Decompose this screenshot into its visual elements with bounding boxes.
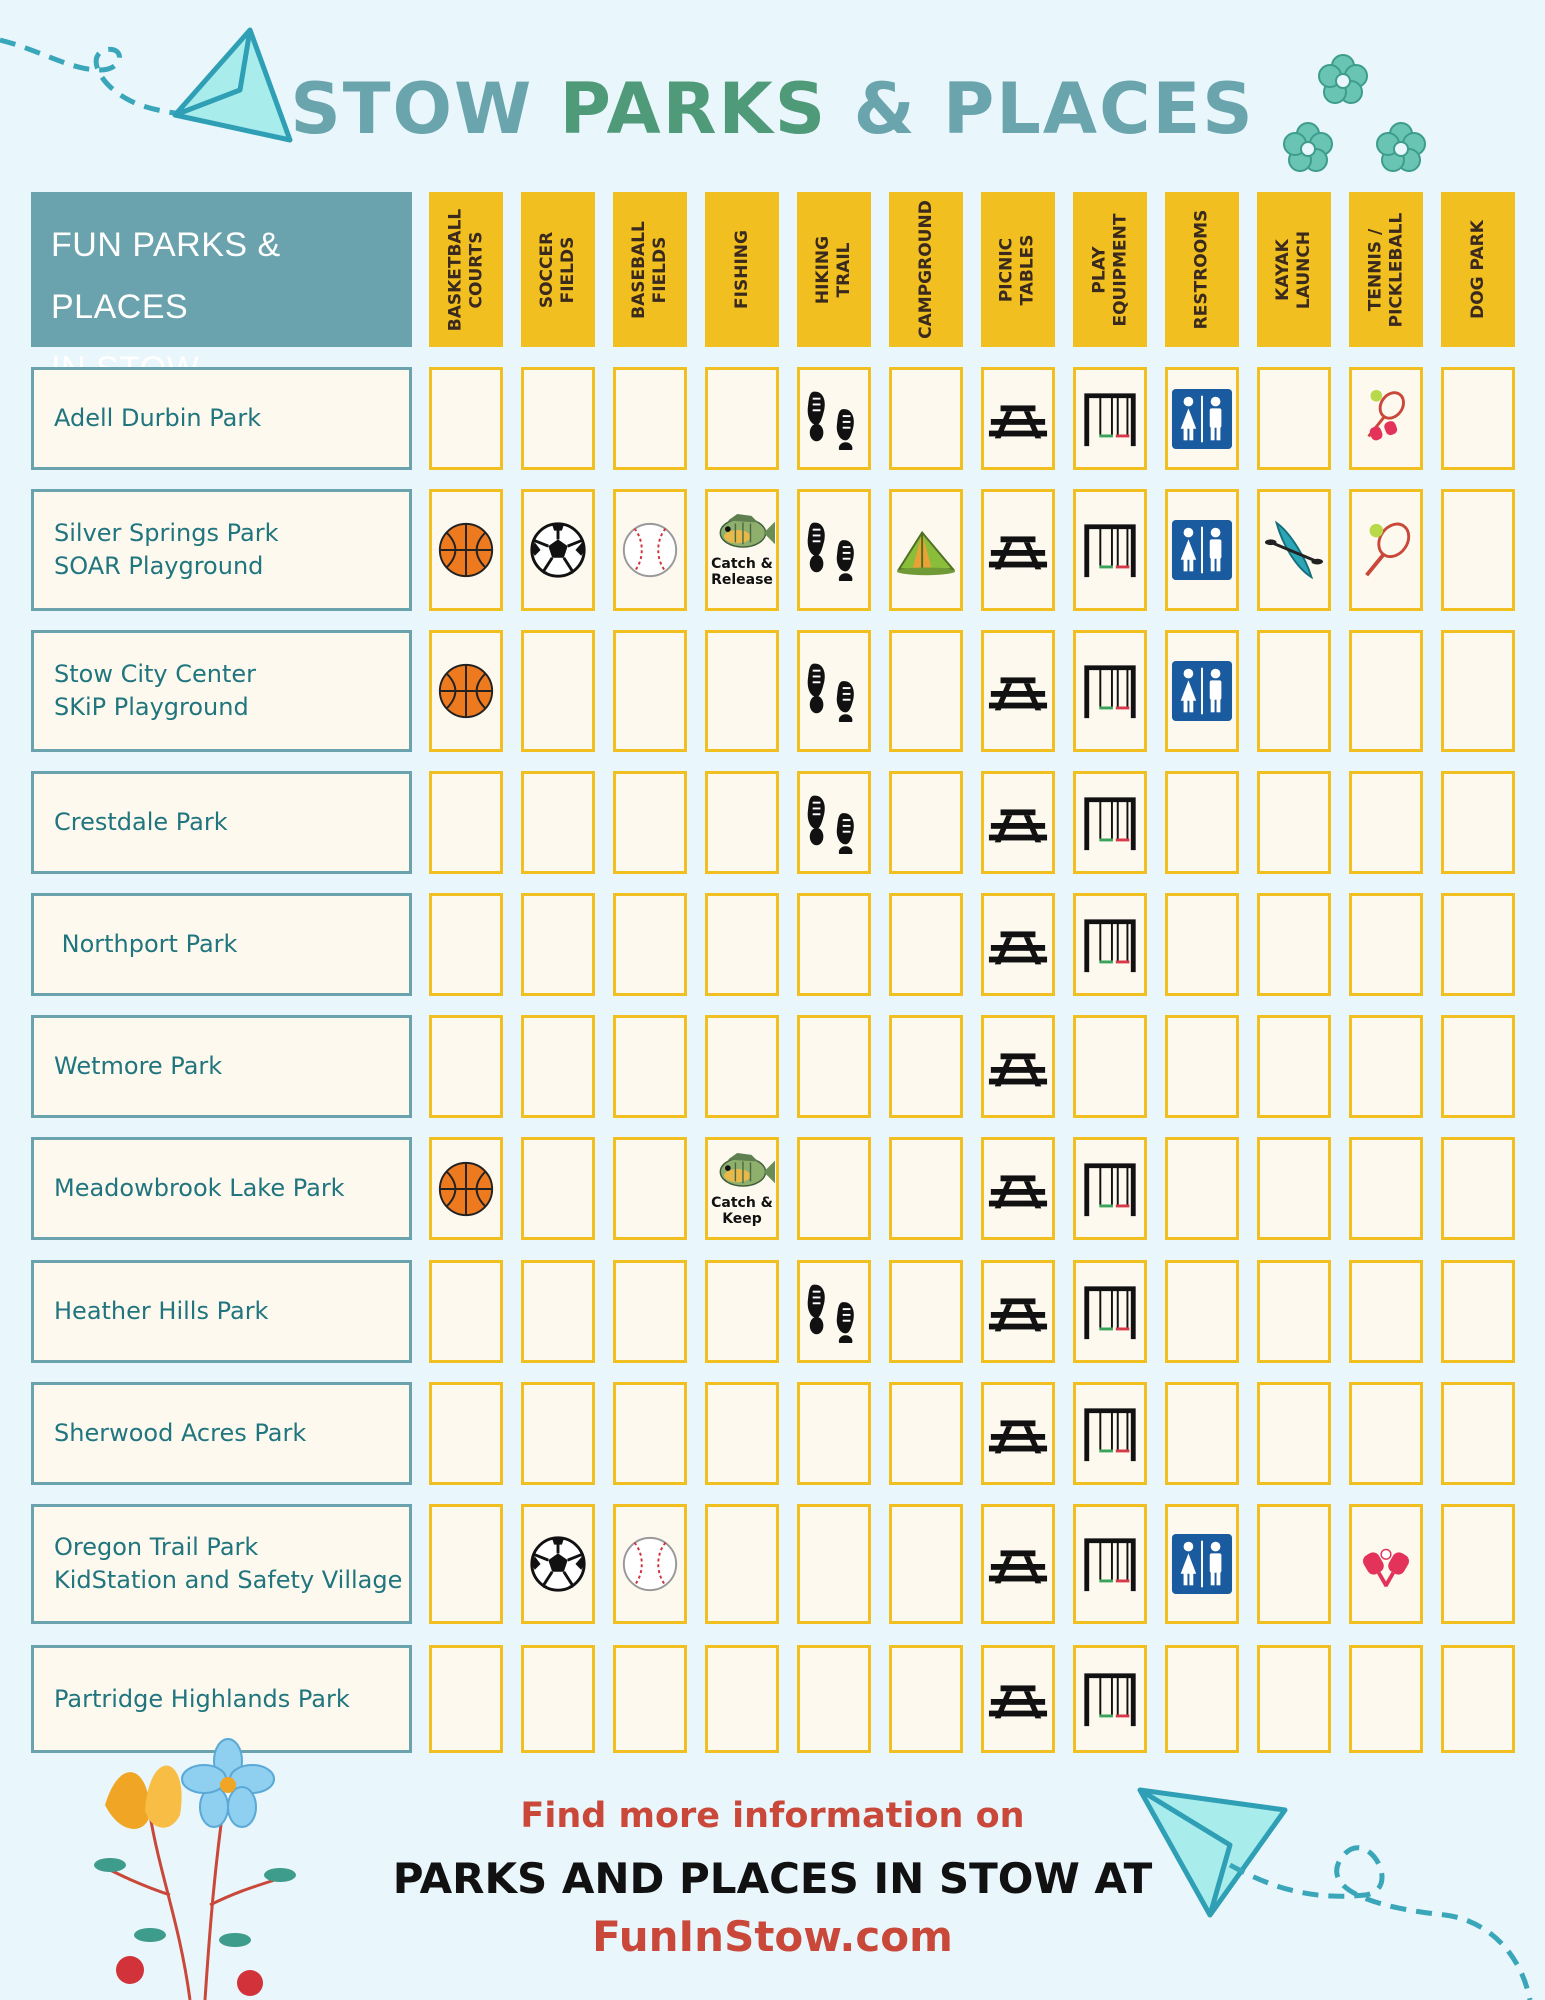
amenity-cell	[797, 1260, 871, 1363]
amenity-cell	[1349, 630, 1423, 752]
amenity-cell	[797, 893, 871, 996]
amenity-cell	[1257, 1015, 1331, 1118]
amenity-cell	[1349, 1504, 1423, 1624]
amenity-cell	[889, 1504, 963, 1624]
amenity-cell	[981, 1015, 1055, 1118]
amenity-cell	[1441, 1504, 1515, 1624]
park-name-cell	[31, 1015, 412, 1118]
amenity-cell	[1257, 367, 1331, 470]
paper-plane-icon	[0, 20, 300, 150]
swing-icon	[1079, 1533, 1141, 1595]
amenity-cell	[613, 1645, 687, 1753]
amenity-cell	[889, 771, 963, 874]
amenity-cell	[613, 1015, 687, 1118]
amenity-cell	[705, 1504, 779, 1624]
amenity-cell	[1073, 1504, 1147, 1624]
column-header	[613, 192, 687, 347]
amenity-cell	[1257, 489, 1331, 611]
amenity-cell	[613, 367, 687, 470]
picnic-icon	[987, 519, 1049, 581]
amenity-cell	[797, 1137, 871, 1240]
amenity-cell	[889, 1382, 963, 1485]
amenity-cell	[889, 1645, 963, 1753]
soccer-icon	[527, 519, 589, 581]
column-header	[1073, 192, 1147, 347]
basketball-icon	[435, 1158, 497, 1220]
amenity-cell	[613, 489, 687, 611]
restroom-icon	[1171, 660, 1233, 722]
flowers-icon	[1278, 48, 1428, 178]
picnic-icon	[987, 1533, 1049, 1595]
column-header	[521, 192, 595, 347]
park-name: Silver Springs Park	[54, 519, 279, 547]
amenity-cell	[705, 1260, 779, 1363]
amenity-cell	[981, 893, 1055, 996]
column-header-label: BASEBALL FIELDS	[629, 220, 670, 319]
column-header	[889, 192, 963, 347]
park-name-cell	[31, 489, 412, 611]
amenity-cell	[521, 1137, 595, 1240]
amenity-cell	[1257, 771, 1331, 874]
paper-plane-icon	[1135, 1780, 1545, 2000]
amenity-cell	[1073, 893, 1147, 996]
title-part1: STOW	[290, 68, 560, 150]
amenity-cell	[429, 1137, 503, 1240]
header-line1: FUN PARKS & PLACES	[51, 226, 281, 326]
amenity-cell	[521, 630, 595, 752]
amenity-cell	[981, 630, 1055, 752]
amenity-cell	[1257, 893, 1331, 996]
column-header	[429, 192, 503, 347]
amenity-cell	[1349, 1382, 1423, 1485]
hiking-icon	[803, 519, 865, 581]
amenity-cell	[613, 1382, 687, 1485]
amenity-cell	[1257, 1382, 1331, 1485]
basketball-icon	[435, 519, 497, 581]
amenity-cell	[1073, 367, 1147, 470]
park-name: Stow City Center	[54, 660, 257, 688]
amenity-cell	[429, 1504, 503, 1624]
fishing-type-label: Catch &	[711, 1194, 773, 1211]
amenity-cell	[1165, 367, 1239, 470]
fishing-type-label: Release	[711, 572, 773, 588]
amenity-cell	[1349, 367, 1423, 470]
amenity-cell	[1441, 1382, 1515, 1485]
tennis-pickleball-icon	[1355, 388, 1417, 450]
park-name: Oregon Trail Park	[54, 1533, 259, 1561]
restroom-icon	[1171, 519, 1233, 581]
amenity-cell	[429, 1260, 503, 1363]
tennis-icon	[1355, 519, 1417, 581]
picnic-icon	[987, 660, 1049, 722]
restroom-icon	[1171, 388, 1233, 450]
swing-icon	[1079, 519, 1141, 581]
amenity-cell	[797, 1015, 871, 1118]
amenity-cell	[1441, 1015, 1515, 1118]
amenity-cell	[705, 1137, 779, 1240]
amenity-cell	[797, 489, 871, 611]
amenity-cell	[1441, 630, 1515, 752]
amenity-cell	[889, 1137, 963, 1240]
amenity-cell	[1257, 630, 1331, 752]
footer-link[interactable]: FunInStow.com	[592, 1912, 953, 1961]
column-header-label: FISHING	[731, 230, 752, 309]
column-header-label: CAMPGROUND	[915, 200, 936, 339]
park-name-cell	[31, 771, 412, 874]
amenity-cell	[521, 1260, 595, 1363]
column-header-label: SOCCER FIELDS	[537, 231, 579, 308]
amenity-cell	[705, 893, 779, 996]
amenity-cell	[429, 489, 503, 611]
hiking-icon	[803, 1281, 865, 1343]
amenity-cell	[1441, 489, 1515, 611]
amenity-cell	[797, 1504, 871, 1624]
column-header-label: DOG PARK	[1467, 220, 1488, 319]
swing-icon	[1079, 1158, 1141, 1220]
flower-bouquet-icon	[50, 1725, 330, 2000]
column-header-label: PLAY EQUIPMENT	[1089, 212, 1131, 327]
amenity-cell	[889, 1260, 963, 1363]
amenity-cell	[705, 489, 779, 611]
picnic-icon	[987, 1158, 1049, 1220]
amenity-cell	[1441, 893, 1515, 996]
amenity-cell	[1165, 771, 1239, 874]
amenity-cell	[429, 1645, 503, 1753]
amenity-cell	[1441, 771, 1515, 874]
amenity-cell	[1073, 1015, 1147, 1118]
hiking-icon	[803, 660, 865, 722]
amenity-cell	[1165, 893, 1239, 996]
basketball-icon	[435, 660, 497, 722]
amenity-cell	[1165, 1260, 1239, 1363]
amenity-cell	[981, 1137, 1055, 1240]
amenity-cell	[429, 771, 503, 874]
amenity-cell	[981, 489, 1055, 611]
park-name-cell	[31, 1504, 412, 1624]
amenity-cell	[521, 1645, 595, 1753]
amenity-cell	[1165, 1382, 1239, 1485]
amenity-cell	[889, 1015, 963, 1118]
amenity-cell	[429, 1015, 503, 1118]
swing-icon	[1079, 388, 1141, 450]
swing-icon	[1079, 914, 1141, 976]
amenity-cell	[1165, 1015, 1239, 1118]
amenity-cell	[1349, 489, 1423, 611]
fish-icon	[709, 1150, 775, 1196]
amenity-cell	[1073, 489, 1147, 611]
park-name-cell	[31, 893, 412, 996]
swing-icon	[1079, 792, 1141, 854]
picnic-icon	[987, 1036, 1049, 1098]
amenity-cell	[1165, 489, 1239, 611]
amenity-cell	[1441, 1260, 1515, 1363]
swing-icon	[1079, 660, 1141, 722]
soccer-icon	[527, 1533, 589, 1595]
fish-icon	[709, 511, 775, 557]
amenity-cell	[981, 1382, 1055, 1485]
amenity-cell	[429, 893, 503, 996]
park-name: Meadowbrook Lake Park	[54, 1174, 345, 1202]
amenity-cell	[981, 1260, 1055, 1363]
baseball-icon	[619, 1533, 681, 1595]
column-header-label: HIKING TRAIL	[812, 235, 854, 304]
amenity-cell	[1441, 1645, 1515, 1753]
amenity-cell	[705, 1015, 779, 1118]
amenity-cell	[797, 367, 871, 470]
baseball-icon	[619, 519, 681, 581]
park-name: SOAR Playground	[54, 552, 264, 580]
amenity-cell	[981, 1645, 1055, 1753]
park-name: Northport Park	[54, 930, 238, 958]
amenity-cell	[1257, 1645, 1331, 1753]
column-header	[797, 192, 871, 347]
amenity-cell	[705, 1382, 779, 1485]
amenity-cell	[981, 1504, 1055, 1624]
amenity-cell	[521, 1504, 595, 1624]
amenity-cell	[889, 630, 963, 752]
amenity-cell	[1073, 630, 1147, 752]
amenity-cell	[1257, 1137, 1331, 1240]
column-header	[1257, 192, 1331, 347]
amenity-cell	[1073, 1645, 1147, 1753]
column-header-label: BASKETBALL COURTS	[445, 208, 486, 331]
park-name: Sherwood Acres Park	[54, 1419, 307, 1447]
amenity-cell	[613, 1260, 687, 1363]
amenity-cell	[797, 1645, 871, 1753]
park-name: Crestdale Park	[54, 808, 228, 836]
amenity-cell	[521, 893, 595, 996]
amenity-cell	[889, 489, 963, 611]
amenity-cell	[1165, 630, 1239, 752]
column-header	[981, 192, 1055, 347]
amenity-cell	[705, 771, 779, 874]
amenity-cell	[797, 771, 871, 874]
amenity-cell	[429, 1382, 503, 1485]
park-name-cell	[31, 1382, 412, 1485]
amenity-cell	[521, 367, 595, 470]
swing-icon	[1079, 1403, 1141, 1465]
park-name: KidStation and Safety Village	[54, 1566, 403, 1594]
tent-icon	[895, 519, 957, 581]
park-name: Wetmore Park	[54, 1052, 223, 1080]
park-name-cell	[31, 630, 412, 752]
pickleball-icon	[1355, 1533, 1417, 1595]
column-header-label: RESTROOMS	[1191, 209, 1212, 330]
amenity-cell	[797, 630, 871, 752]
fishing-type-label: Keep	[722, 1210, 762, 1227]
amenity-cell	[889, 367, 963, 470]
picnic-icon	[987, 388, 1049, 450]
amenity-cell	[1441, 1137, 1515, 1240]
amenity-cell	[521, 1382, 595, 1485]
amenity-cell	[521, 489, 595, 611]
amenity-cell	[1349, 1260, 1423, 1363]
park-name: Adell Durbin Park	[54, 404, 262, 432]
amenity-cell	[889, 893, 963, 996]
amenity-cell	[1349, 1645, 1423, 1753]
amenity-cell	[1073, 1137, 1147, 1240]
amenity-cell	[1165, 1504, 1239, 1624]
footer-line1: Find more information on	[520, 1796, 1025, 1836]
kayak-icon	[1263, 519, 1325, 581]
park-name-cell	[31, 1137, 412, 1240]
amenity-cell	[613, 630, 687, 752]
amenity-cell	[1073, 1260, 1147, 1363]
park-name-cell	[31, 367, 412, 470]
hiking-icon	[803, 792, 865, 854]
column-header-label: PICNIC TABLES	[997, 233, 1038, 306]
park-name: Partridge Highlands Park	[54, 1684, 350, 1713]
picnic-icon	[987, 792, 1049, 854]
amenity-cell	[981, 367, 1055, 470]
column-header	[705, 192, 779, 347]
amenity-cell	[1073, 1382, 1147, 1485]
amenity-cell	[1257, 1504, 1331, 1624]
amenity-cell	[705, 630, 779, 752]
picnic-icon	[987, 1403, 1049, 1465]
swing-icon	[1079, 1668, 1141, 1730]
amenity-cell	[613, 893, 687, 996]
amenity-cell	[1441, 367, 1515, 470]
footer-line2: PARKS AND PLACES IN STOW AT	[392, 1854, 1153, 1903]
amenity-cell	[521, 1015, 595, 1118]
amenity-cell	[1349, 771, 1423, 874]
picnic-icon	[987, 1668, 1049, 1730]
column-header	[1441, 192, 1515, 347]
swing-icon	[1079, 1281, 1141, 1343]
park-name: SKiP Playground	[54, 693, 249, 721]
title-part2: PARKS	[559, 68, 828, 150]
amenity-cell	[705, 1645, 779, 1753]
amenity-cell	[1165, 1645, 1239, 1753]
amenity-cell	[797, 1382, 871, 1485]
amenity-cell	[1349, 893, 1423, 996]
picnic-icon	[987, 1281, 1049, 1343]
column-header	[1349, 192, 1423, 347]
column-header-label: TENNIS / PICKLEBALL	[1365, 212, 1407, 327]
table-header-label	[31, 192, 412, 347]
fishing-type-label: Catch &	[711, 556, 773, 572]
amenity-cell	[613, 1504, 687, 1624]
picnic-icon	[987, 914, 1049, 976]
hiking-icon	[803, 388, 865, 450]
amenity-cell	[1257, 1260, 1331, 1363]
column-header-label: KAYAK LAUNCH	[1273, 230, 1315, 309]
amenity-cell	[1073, 771, 1147, 874]
amenity-cell	[1165, 1137, 1239, 1240]
title-part3: & PLACES	[827, 68, 1255, 150]
amenity-cell	[429, 630, 503, 752]
amenity-cell	[1349, 1137, 1423, 1240]
amenity-cell	[521, 771, 595, 874]
column-header	[1165, 192, 1239, 347]
amenity-cell	[1349, 1015, 1423, 1118]
amenity-cell	[613, 771, 687, 874]
amenity-cell	[981, 771, 1055, 874]
amenity-cell	[613, 1137, 687, 1240]
restroom-icon	[1171, 1533, 1233, 1595]
park-name: Heather Hills Park	[54, 1297, 269, 1325]
amenity-cell	[705, 367, 779, 470]
amenity-cell	[429, 367, 503, 470]
park-name-cell	[31, 1260, 412, 1363]
